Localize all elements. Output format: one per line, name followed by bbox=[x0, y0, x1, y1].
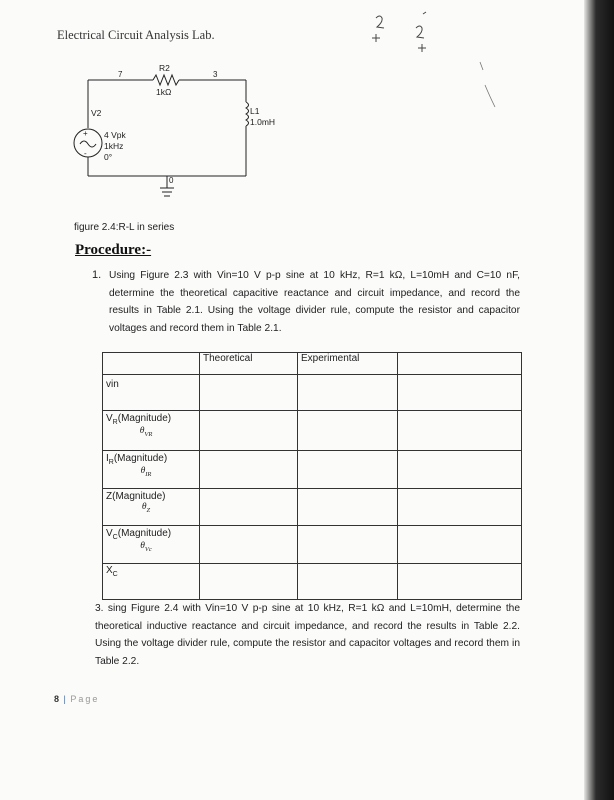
theta-z: $\theta_Z$ bbox=[141, 502, 151, 514]
margin-stroke bbox=[470, 60, 510, 120]
figure-caption: figure 2.4:R-L in series bbox=[74, 222, 175, 233]
theta-ir: $\theta_{IR}$ bbox=[140, 466, 152, 478]
svg-text:+: + bbox=[83, 129, 88, 138]
row-label-vc: $V_C(Magnitude)$ $\theta_{Vc}$ bbox=[103, 526, 200, 564]
table-cell bbox=[298, 526, 398, 564]
page-word: Page bbox=[70, 694, 100, 704]
header-cell-extra bbox=[398, 353, 522, 375]
source-amplitude: 4 Vpk bbox=[104, 130, 126, 140]
step-number: 1. bbox=[92, 269, 102, 281]
table-cell bbox=[298, 451, 398, 489]
page-footer bbox=[54, 694, 99, 704]
table-cell bbox=[200, 526, 298, 564]
procedure-step-3 bbox=[95, 600, 520, 670]
table-cell bbox=[398, 564, 522, 600]
table-row bbox=[103, 411, 522, 451]
node-label-left: 7 bbox=[118, 70, 123, 79]
table-cell bbox=[298, 411, 398, 451]
source-frequency: 1kHz bbox=[104, 141, 124, 151]
resistor-value: 1kΩ bbox=[156, 87, 172, 97]
svg-text:-: - bbox=[84, 149, 87, 158]
step-text: Using Figure 2.3 with Vin=10 V p-p sine at 10 kHz, R=1 kΩ, L=10mH and C=10 nF, determine the theoretical capacitive reactance and circuit impedance, and record the results in Table 2.1. Using the voltage divider rule, compute the resistor and capacitor voltages and record them in Table 2.1. bbox=[109, 270, 520, 334]
table-cell bbox=[398, 526, 522, 564]
row-label-xc: $X_C$ bbox=[103, 564, 200, 600]
row-label-ir: $I_R(Magnitude)$ $\theta_{IR}$ bbox=[103, 451, 200, 489]
inductor-name: L1 bbox=[250, 106, 260, 116]
source-phase: 0° bbox=[104, 152, 113, 162]
handwritten-marks bbox=[350, 8, 450, 68]
table-row bbox=[103, 526, 522, 564]
node-label-ground: 0 bbox=[169, 176, 174, 185]
resistor-name: R2 bbox=[159, 63, 170, 73]
table-cell bbox=[200, 411, 298, 451]
table-row bbox=[103, 489, 522, 526]
results-table bbox=[102, 352, 522, 600]
table-cell bbox=[200, 451, 298, 489]
theta-vr: $\theta_{VR}$ bbox=[139, 426, 153, 438]
page-edge-shadow bbox=[584, 0, 614, 800]
header-cell-empty bbox=[103, 353, 200, 375]
table-cell bbox=[298, 564, 398, 600]
procedure-step-1 bbox=[92, 267, 520, 337]
rl-circuit-diagram bbox=[60, 58, 300, 208]
table-cell bbox=[298, 489, 398, 526]
table-cell bbox=[398, 375, 522, 411]
row-label-vin: vin bbox=[103, 375, 200, 411]
table-cell bbox=[298, 375, 398, 411]
step-text: 3. sing Figure 2.4 with Vin=10 V p-p sine at 10 kHz, R=1 kΩ and L=10mH, determine the theoretical inductive reactance and circuit impedance, and record the results in Table 2.2. Using the voltage divider rule, compute the resistor and capacitor voltages and record them in Table 2.2. bbox=[95, 603, 520, 667]
inductor-value: 1.0mH bbox=[250, 117, 276, 127]
header-cell-experimental: Experimental bbox=[298, 353, 398, 375]
node-label-right: 3 bbox=[213, 70, 218, 79]
page-header: Electrical Circuit Analysis Lab. bbox=[57, 28, 215, 42]
footer-separator: | bbox=[63, 694, 66, 704]
table-row bbox=[103, 451, 522, 489]
table-cell bbox=[398, 411, 522, 451]
table-row bbox=[103, 375, 522, 411]
row-label-z: Z(Magnitude) $\theta_Z$ bbox=[103, 489, 200, 526]
table-row bbox=[103, 564, 522, 600]
row-label-vr: $V_R(Magnitude)$ $\theta_{VR}$ bbox=[103, 411, 200, 451]
section-title: Procedure:- bbox=[75, 242, 152, 258]
header-cell-theoretical: Theoretical bbox=[200, 353, 298, 375]
table-cell bbox=[200, 489, 298, 526]
table-cell bbox=[398, 451, 522, 489]
table-cell bbox=[398, 489, 522, 526]
page-number: 8 bbox=[54, 694, 60, 704]
source-name: V2 bbox=[91, 108, 102, 118]
theta-vc: $\theta_{Vc}$ bbox=[140, 541, 152, 553]
table-header-row bbox=[103, 353, 522, 375]
table-cell bbox=[200, 375, 298, 411]
table-cell bbox=[200, 564, 298, 600]
